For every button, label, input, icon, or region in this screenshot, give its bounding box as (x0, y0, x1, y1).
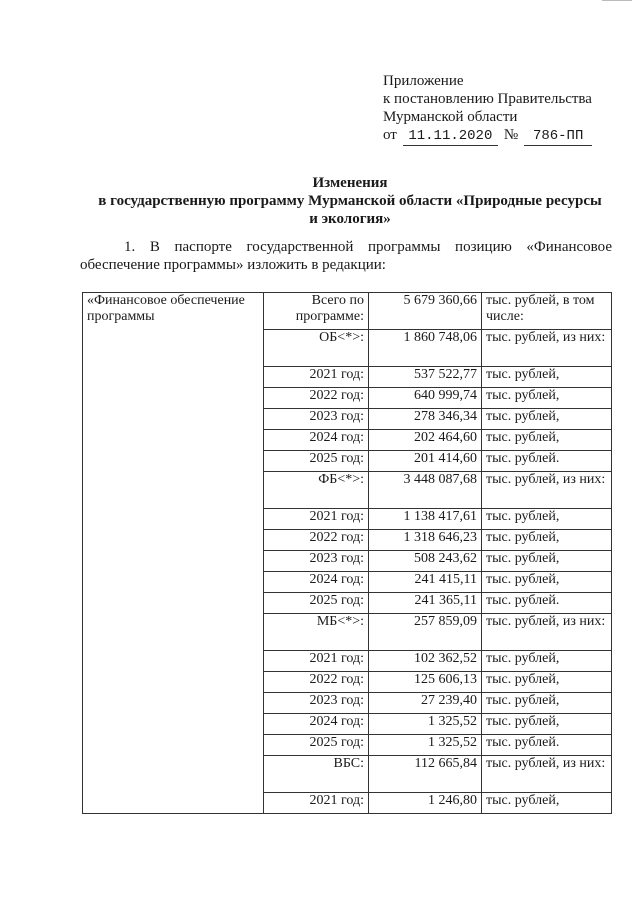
row-key: ФБ<*>: (264, 472, 369, 509)
appendix-block (383, 72, 592, 146)
row-key: 2024 год: (264, 572, 369, 593)
row-amount: 202 464,60 (369, 430, 482, 451)
row-amount: 125 606,13 (369, 672, 482, 693)
row-amount: 1 860 748,06 (369, 330, 482, 367)
row-unit: тыс. рублей, (482, 572, 612, 593)
row-unit: тыс. рублей. (482, 451, 612, 472)
row-unit: тыс. рублей, (482, 367, 612, 388)
row-unit: тыс. рублей, (482, 430, 612, 451)
row-amount: 1 325,52 (369, 714, 482, 735)
row-amount: 1 325,52 (369, 735, 482, 756)
row-unit: тыс. рублей, (482, 409, 612, 430)
row-key: 2021 год: (264, 651, 369, 672)
table-row (83, 293, 612, 330)
document-title (80, 174, 620, 228)
row-unit: тыс. рублей, в том числе: (482, 293, 612, 330)
row-key: 2022 год: (264, 672, 369, 693)
row-key: ВБС: (264, 756, 369, 793)
row-key: 2023 год: (264, 551, 369, 572)
title-line-2: в государственную программу Мурманской области «Природные ресурсы (98, 193, 602, 209)
row-key: 2021 год: (264, 509, 369, 530)
row-unit: тыс. рублей. (482, 735, 612, 756)
corner-mark (602, 0, 632, 7)
row-amount: 257 859,09 (369, 614, 482, 651)
row-unit: тыс. рублей, из них: (482, 756, 612, 793)
row-amount: 1 318 646,23 (369, 530, 482, 551)
row-unit: тыс. рублей, (482, 693, 612, 714)
row-key: 2024 год: (264, 714, 369, 735)
row-key: 2022 год: (264, 530, 369, 551)
row-unit: тыс. рублей, (482, 388, 612, 409)
title-line-3: и экология» (309, 211, 391, 227)
row-amount: 5 679 360,66 (369, 293, 482, 330)
row-amount: 27 239,40 (369, 693, 482, 714)
row-unit: тыс. рублей, (482, 551, 612, 572)
row-unit: тыс. рублей, (482, 672, 612, 693)
appendix-date-row (383, 126, 592, 146)
row-key: 2024 год: (264, 430, 369, 451)
date-prefix: от (383, 127, 397, 143)
row-amount: 201 414,60 (369, 451, 482, 472)
row-key: 2022 год: (264, 388, 369, 409)
row-key: 2023 год: (264, 409, 369, 430)
row-amount: 278 346,34 (369, 409, 482, 430)
number-value: 786-ПП (524, 127, 592, 146)
financing-table (82, 292, 612, 814)
row-amount: 112 665,84 (369, 756, 482, 793)
row-amount: 640 999,74 (369, 388, 482, 409)
date-value: 11.11.2020 (403, 127, 498, 146)
row-key: 2023 год: (264, 693, 369, 714)
row-key: 2021 год: (264, 367, 369, 388)
row-unit: тыс. рублей, из них: (482, 614, 612, 651)
row-unit: тыс. рублей, (482, 530, 612, 551)
row-amount: 508 243,62 (369, 551, 482, 572)
paragraph-line-1: 1. В паспорте государственной программы позицию «Финансовое (124, 239, 612, 255)
row-key: МБ<*>: (264, 614, 369, 651)
appendix-line-2: к постановлению Правительства (383, 91, 592, 107)
row-amount: 1 246,80 (369, 793, 482, 814)
position-label: «Финансовое обеспечение программы (83, 293, 264, 814)
row-amount: 3 448 087,68 (369, 472, 482, 509)
paragraph-line-2: обеспечение программы» изложить в редакции: (80, 257, 386, 273)
row-key: 2021 год: (264, 793, 369, 814)
row-key: 2025 год: (264, 735, 369, 756)
row-unit: тыс. рублей, (482, 509, 612, 530)
row-unit: тыс. рублей. (482, 593, 612, 614)
row-amount: 241 415,11 (369, 572, 482, 593)
paragraph-1 (80, 238, 612, 274)
row-key: ОБ<*>: (264, 330, 369, 367)
title-line-1: Изменения (312, 175, 388, 191)
row-amount: 241 365,11 (369, 593, 482, 614)
number-sign: № (503, 127, 519, 143)
row-unit: тыс. рублей, из них: (482, 330, 612, 367)
financing-table-body (83, 293, 612, 814)
row-key: Всего по программе: (264, 293, 369, 330)
row-unit: тыс. рублей, (482, 651, 612, 672)
row-key: 2025 год: (264, 593, 369, 614)
row-unit: тыс. рублей, (482, 714, 612, 735)
appendix-line-3: Мурманской области (383, 109, 518, 125)
row-unit: тыс. рублей, (482, 793, 612, 814)
appendix-line-1: Приложение (383, 73, 464, 89)
row-amount: 1 138 417,61 (369, 509, 482, 530)
row-amount: 537 522,77 (369, 367, 482, 388)
row-unit: тыс. рублей, из них: (482, 472, 612, 509)
row-amount: 102 362,52 (369, 651, 482, 672)
row-key: 2025 год: (264, 451, 369, 472)
